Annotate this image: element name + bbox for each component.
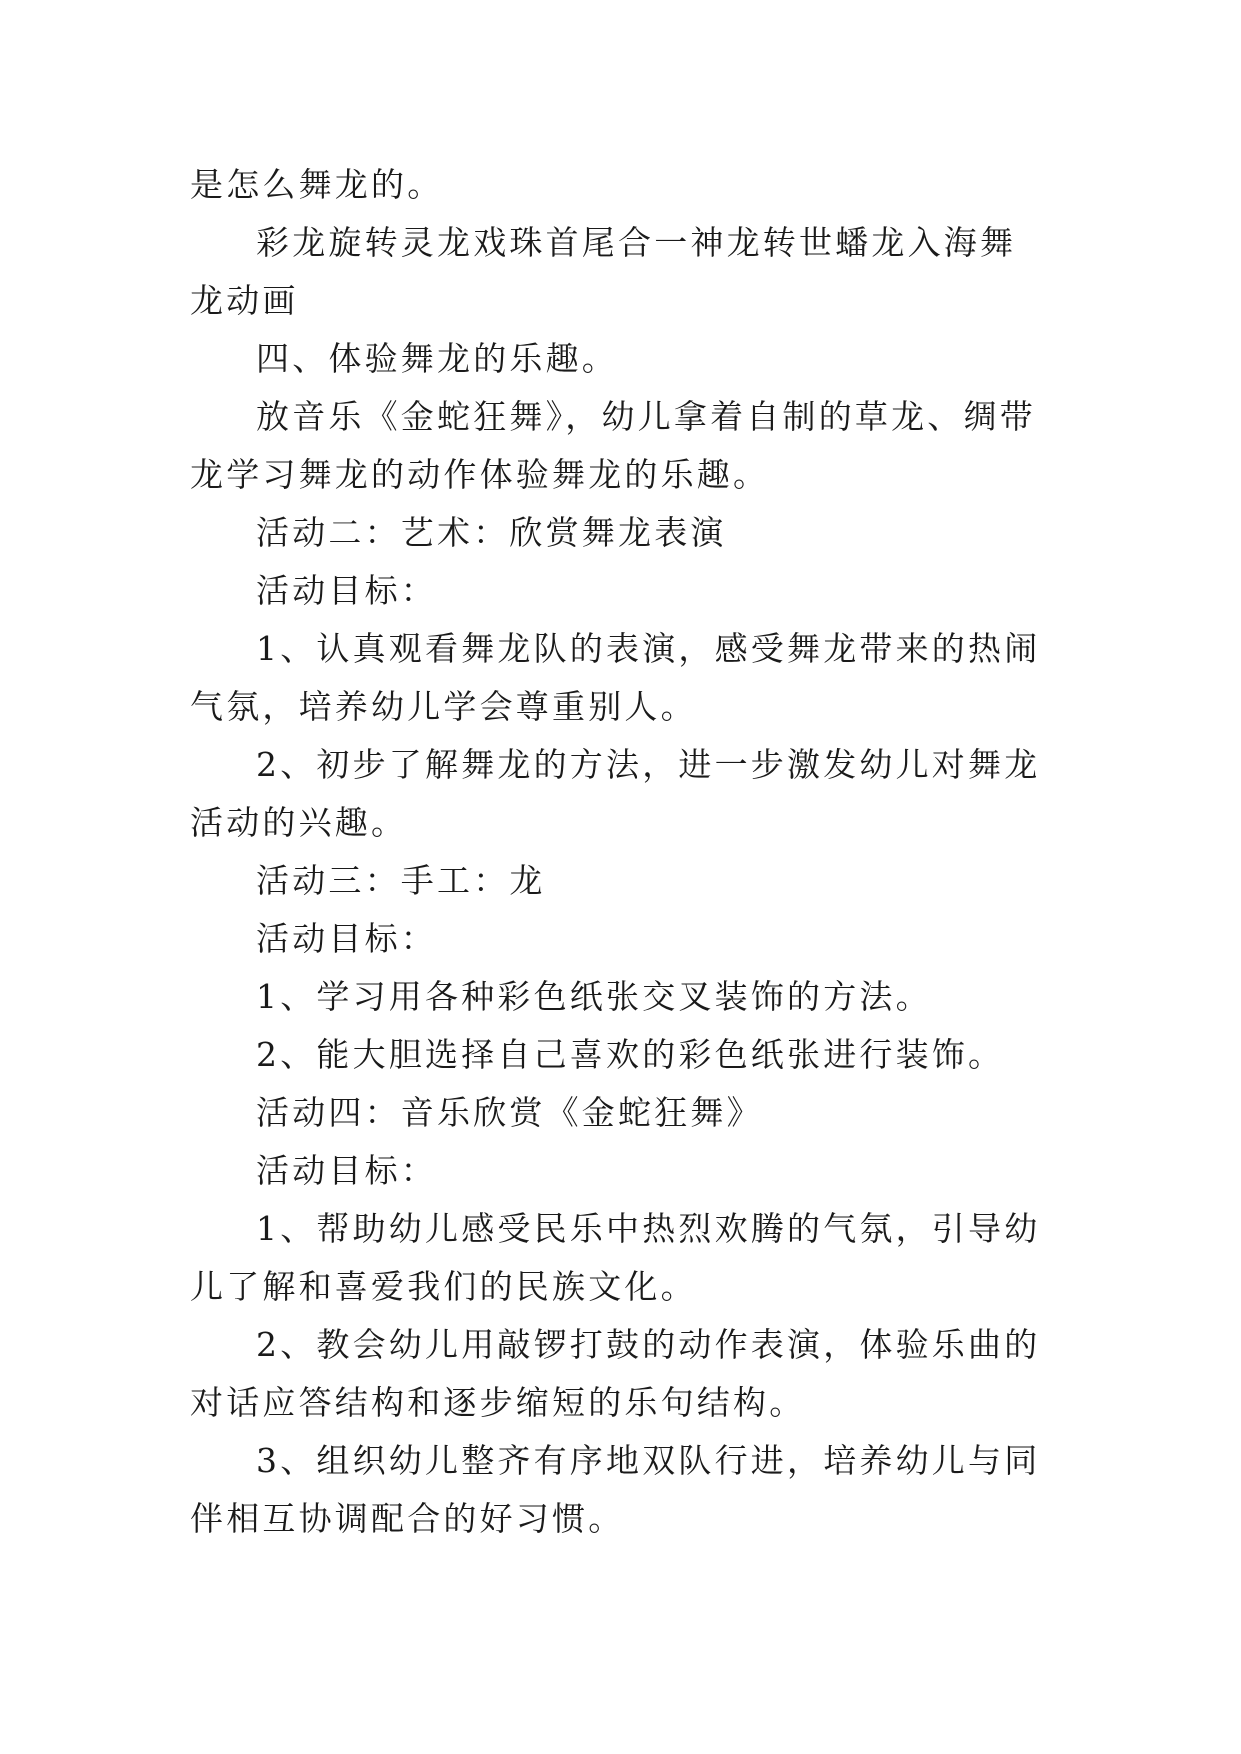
objective-item: 2、教会幼儿用敲锣打鼓的动作表演，体验乐曲的对话应答结构和逐步缩短的乐句结构。	[190, 1325, 1041, 1422]
paragraph: 是怎么舞龙的。	[190, 165, 444, 204]
objectives-label: 活动目标：	[256, 1151, 437, 1190]
section-heading: 四、体验舞龙的乐趣。	[256, 339, 618, 378]
objectives-label: 活动目标：	[256, 571, 437, 610]
activity-heading: 活动三：手工：龙	[256, 861, 546, 900]
objective-item: 1、学习用各种彩色纸张交叉装饰的方法。	[256, 977, 932, 1016]
objective-item: 3、组织幼儿整齐有序地双队行进，培养幼儿与同伴相互协调配合的好习惯。	[190, 1441, 1041, 1538]
objective-item: 2、能大胆选择自己喜欢的彩色纸张进行装饰。	[256, 1035, 1005, 1074]
activity-heading: 活动四：音乐欣赏《金蛇狂舞》	[256, 1093, 763, 1132]
objective-item: 1、帮助幼儿感受民乐中热烈欢腾的气氛，引导幼儿了解和喜爱我们的民族文化。	[190, 1209, 1041, 1306]
paragraph: 放音乐《金蛇狂舞》，幼儿拿着自制的草龙、绸带龙学习舞龙的动作体验舞龙的乐趣。	[190, 397, 1036, 494]
objective-item: 2、初步了解舞龙的方法，进一步激发幼儿对舞龙活动的兴趣。	[190, 745, 1041, 842]
objectives-label: 活动目标：	[256, 919, 437, 958]
activity-heading: 活动二：艺术：欣赏舞龙表演	[256, 513, 727, 552]
document-body	[190, 156, 1050, 1548]
paragraph: 彩龙旋转灵龙戏珠首尾合一神龙转世蟠龙入海舞龙动画	[190, 223, 1017, 320]
objective-item: 1、认真观看舞龙队的表演，感受舞龙带来的热闹气氛，培养幼儿学会尊重别人。	[190, 629, 1041, 726]
